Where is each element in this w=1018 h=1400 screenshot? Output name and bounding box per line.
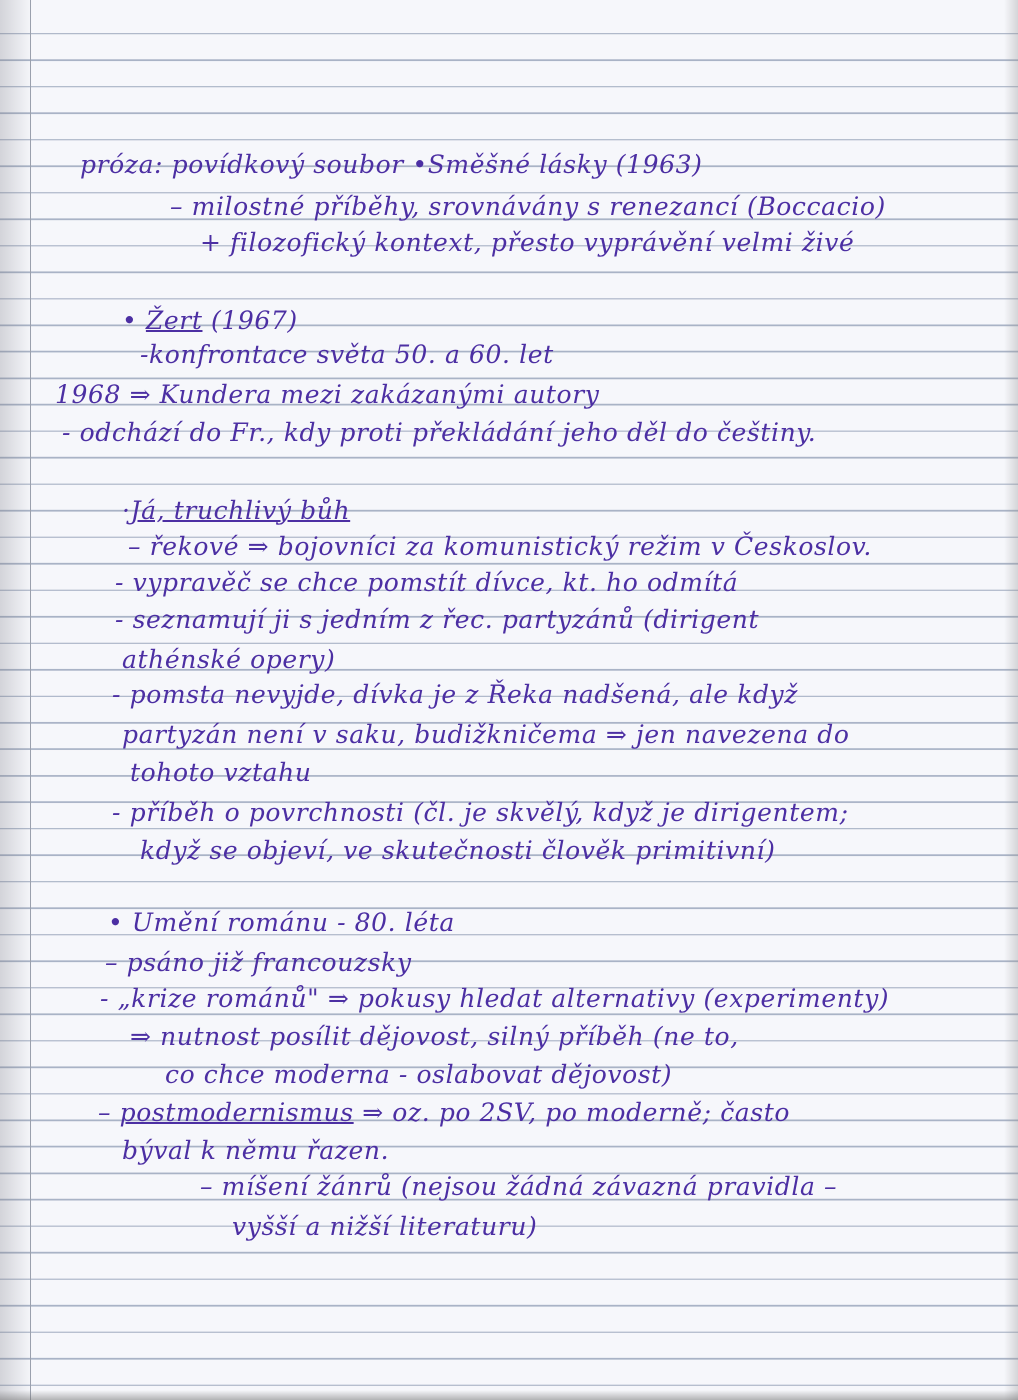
note-line-4 [122, 306, 298, 336]
note-line-17: když se objeví, ve skutečnosti člověk primitivní) [140, 836, 776, 865]
note-line-3: + filozofický kontext, přesto vyprávění velmi živé [200, 228, 855, 257]
binding-shadow [0, 0, 32, 1400]
note-line-20: - „krize románů" ⇒ pokusy hledat alternativy (experimenty) [100, 984, 890, 1013]
note-line-16: - příběh o povrchnosti (čl. je skvělý, když je dirigentem; [112, 798, 849, 827]
note-line-26: vyšší a nižší literaturu) [232, 1212, 538, 1241]
note-line-8 [122, 496, 350, 526]
note-line-24: býval k němu řazen. [122, 1136, 390, 1165]
term-postmodernismus: postmodernismus [119, 1098, 354, 1127]
work-title-zert: Žert [145, 306, 203, 335]
note-line-23 [98, 1098, 790, 1128]
note-line-12: athénské opery) [122, 645, 336, 674]
note-line-6: 1968 ⇒ Kundera mezi zakázanými autory [55, 380, 600, 409]
work-year: (1967) [202, 306, 298, 335]
note-line-2: – milostné příběhy, srovnávány s renezancí (Boccacio) [170, 192, 886, 221]
note-line-22: co chce moderna - oslabovat dějovost) [165, 1060, 673, 1089]
page-bottom-edge [0, 1390, 1018, 1400]
note-line-15: tohoto vztahu [130, 758, 312, 787]
note-line-1: próza: povídkový soubor •Směšné lásky (1963) [80, 150, 703, 179]
note-line-10: - vypravěč se chce pomstít dívce, kt. ho odmítá [115, 568, 739, 597]
binding-line [30, 0, 31, 1400]
work-title-ja-truchlivy-buh: Já, truchlivý bůh [130, 496, 351, 525]
note-line-18: • Umění románu - 80. léta [108, 908, 455, 937]
note-line-5: -konfrontace světa 50. a 60. let [140, 340, 554, 369]
note-line-21: ⇒ nutnost posílit dějovost, silný příběh (ne to, [130, 1022, 739, 1051]
note-line-11: - seznamují ji s jedním z řec. partyzánů (dirigent [115, 605, 760, 634]
note-line-9: – řekové ⇒ bojovníci za komunistický režim v Českoslov. [128, 532, 872, 561]
bullet: • [122, 306, 138, 335]
note-line-13: - pomsta nevyjde, dívka je z Řeka nadšená, ale když [112, 680, 799, 709]
note-line-25: – míšení žánrů (nejsou žádná závazná pravidla – [200, 1172, 838, 1201]
page-right-edge [1004, 0, 1018, 1400]
note-line-14: partyzán není v saku, budižkničema ⇒ jen navezena do [122, 720, 850, 749]
note-line-19: – psáno již francouzsky [105, 948, 412, 977]
note-line-7: - odchází do Fr., kdy proti překládání jeho děl do češtiny. [62, 418, 817, 447]
term-definition: ⇒ oz. po 2SV, po moderně; často [353, 1098, 791, 1127]
bullet: · [122, 496, 131, 525]
dash: – [98, 1098, 120, 1127]
